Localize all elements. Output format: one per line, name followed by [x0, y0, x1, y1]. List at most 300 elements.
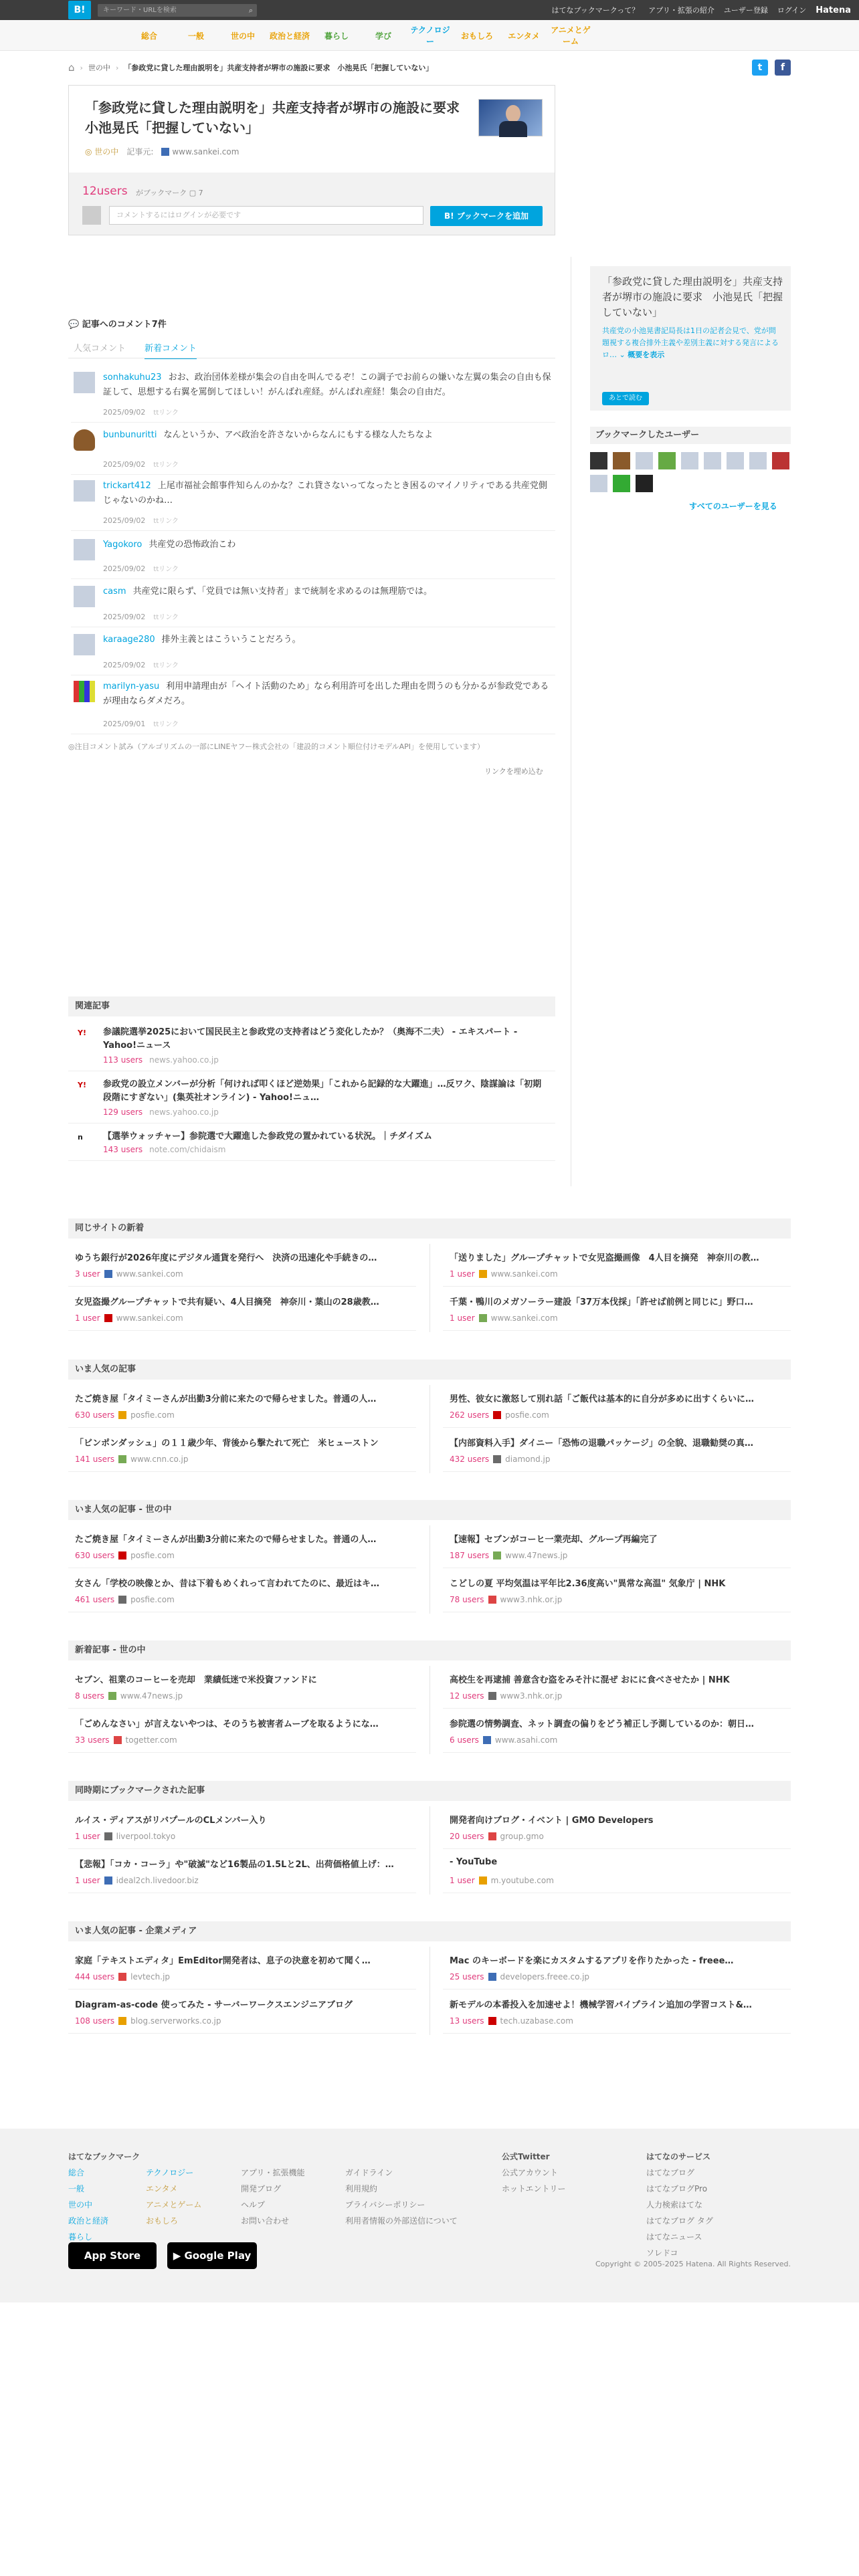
comment-user[interactable]: marilyn-yasu — [103, 681, 160, 691]
category-8[interactable]: エンタメ — [508, 31, 540, 41]
copyright: Copyright © 2005-2025 Hatena. All Rights Reserved. — [595, 2260, 791, 2268]
comment-body — [103, 428, 551, 443]
entry-title[interactable]: Mac のキーボードを楽にカスタムするアプリを作りたかった - freee… — [450, 1956, 734, 1966]
users-count[interactable]: 630 users — [75, 1410, 115, 1420]
footer-link[interactable]: はてなブログPro — [646, 2184, 708, 2193]
entry-meta — [450, 1455, 550, 1464]
footer-heading: はてなブックマーク — [68, 2152, 140, 2161]
users-count[interactable]: 432 users — [450, 1455, 490, 1464]
entry-title[interactable]: セブン、祖業のコーヒーを売却 業績低迷で米投資ファンドに — [75, 1675, 317, 1685]
related-title[interactable]: 【選挙ウォッチャー】参院選で大躍進した参政党の置かれている状況。｜チダイズム — [103, 1132, 433, 1142]
site-name[interactable]: ideal2ch.livedoor.biz — [116, 1876, 199, 1885]
site-name[interactable]: levtech.jp — [130, 1972, 171, 1981]
comment-link[interactable]: ttリンク — [153, 518, 179, 525]
site-name[interactable]: group.gmo — [500, 1832, 544, 1841]
users-count[interactable]: 1 user — [75, 1876, 100, 1885]
register-link[interactable]: ユーザー登録 — [723, 6, 768, 15]
entry-meta — [75, 1972, 170, 1981]
comments-heading: 💬 記事へのコメント7件 — [68, 320, 167, 330]
login-link[interactable]: ログイン — [777, 6, 807, 15]
category-5[interactable]: 学び — [375, 31, 391, 41]
related-item[interactable] — [68, 1019, 555, 1071]
site-name[interactable]: www.sankei.com — [116, 1313, 183, 1323]
footer-link[interactable]: 人力検索はてな — [646, 2200, 703, 2210]
bookmark-panel — [69, 173, 555, 235]
entry-meta — [75, 1691, 183, 1701]
list-item[interactable] — [443, 1244, 791, 1287]
list-item[interactable] — [443, 1991, 791, 2034]
add-bookmark-button[interactable]: B! ブックマークを追加 — [430, 206, 543, 226]
tab-popular[interactable]: 人気コメント — [74, 344, 126, 354]
footer-services-col — [646, 2149, 713, 2261]
comment-body — [103, 479, 551, 508]
site-favicon-icon — [488, 1596, 496, 1604]
footer-link[interactable]: 利用者情報の外部送信について — [345, 2216, 458, 2226]
google-play-badge[interactable]: ▶ Google Play — [167, 2242, 257, 2269]
list-item[interactable] — [68, 1850, 416, 1893]
entry-title[interactable]: 「送りました」グループチャットで女児盗撮画像 4人目を摘発 神奈川の教… — [450, 1253, 759, 1263]
site-name[interactable]: developers.freee.co.jp — [500, 1972, 590, 1981]
footer-link[interactable]: はてなブログ タグ — [646, 2216, 713, 2226]
category-nav — [0, 20, 859, 51]
comment-text: なんというか、アベ政治を許さないからなんにもする様な人たちなよ — [163, 430, 433, 440]
about-link[interactable]: はてなブックマークって？ — [551, 6, 640, 15]
entry-box — [68, 85, 555, 235]
comment-user[interactable]: Yagokoro — [103, 540, 142, 550]
site-favicon-icon — [118, 1411, 126, 1419]
site-name[interactable]: news.yahoo.co.jp — [149, 1107, 219, 1117]
app-store-badge[interactable]: App Store — [68, 2242, 157, 2269]
comment-date[interactable]: 2025/09/02 — [103, 661, 146, 669]
list-item[interactable] — [68, 1666, 416, 1709]
footer-link[interactable]: ガイドライン — [345, 2168, 393, 2177]
avatar[interactable] — [74, 539, 95, 560]
users-count[interactable]: 187 users — [450, 1551, 490, 1560]
site-name[interactable]: news.yahoo.co.jp — [149, 1055, 219, 1065]
users-count[interactable]: 3 user — [75, 1269, 100, 1279]
avatar[interactable] — [749, 452, 767, 469]
entry-meta — [75, 1410, 175, 1420]
site-icon: Y! — [78, 1029, 86, 1037]
hatena-link[interactable]: Hatena — [816, 5, 851, 15]
entry-source[interactable]: www.sankei.com — [161, 147, 239, 156]
footer-policy-col — [345, 2165, 458, 2229]
list-item[interactable] — [443, 1525, 791, 1568]
site-favicon-icon — [493, 1455, 501, 1463]
users-count[interactable]: 444 users — [75, 1972, 115, 1981]
entry-title[interactable]: 【速報】セブンがコーヒ一業売却、グループ再編完了 — [450, 1535, 658, 1545]
users-count[interactable]: 12 users — [450, 1691, 484, 1701]
list-item[interactable] — [68, 1288, 416, 1331]
site-name[interactable]: posfie.com — [130, 1551, 175, 1560]
avatar[interactable] — [613, 475, 630, 492]
entry-title[interactable]: 家庭「テキストエディタ」EmEditor開発者は、息子の決意を初めて聞く… — [75, 1956, 371, 1966]
entry-meta — [75, 2016, 221, 2026]
list-item[interactable] — [443, 1806, 791, 1849]
site-favicon-icon — [479, 1876, 487, 1885]
related-item[interactable] — [68, 1123, 555, 1161]
entry-title[interactable]: 女児盗撮グループチャットで共有疑い、4人目摘発 神奈川・葉山の28歳教… — [75, 1297, 379, 1307]
users-count[interactable]: 262 users — [450, 1410, 490, 1420]
entry-title[interactable]: 【悲報】「コカ・コーラ」や"破滅"など16製品の1.5Lと2L、出荷価格値上げ：… — [75, 1860, 394, 1870]
site-favicon-icon — [118, 1455, 126, 1463]
footer-link[interactable]: テクノロジー — [146, 2168, 194, 2177]
footer-link[interactable]: ソレドコ — [646, 2248, 678, 2258]
site-favicon-icon — [118, 1596, 126, 1604]
entry-meta — [75, 1551, 175, 1560]
footer-link[interactable]: エンタメ — [146, 2184, 178, 2193]
facebook-share-icon[interactable]: f — [775, 60, 791, 76]
entry-meta — [75, 1595, 175, 1604]
category-4[interactable]: 暮らし — [324, 31, 349, 41]
site-name[interactable]: www.sankei.com — [490, 1313, 558, 1323]
comment-link[interactable]: ttリンク — [153, 614, 179, 621]
category-2[interactable]: 世の中 — [230, 31, 255, 41]
comment-body — [103, 633, 551, 647]
comment-link[interactable]: ttリンク — [153, 721, 179, 728]
list-item[interactable] — [68, 1947, 416, 1990]
avatar[interactable] — [704, 452, 721, 469]
top-bar — [0, 0, 859, 20]
users-count[interactable]: 13 users — [450, 2016, 484, 2026]
site-name[interactable]: www.47news.jp — [505, 1551, 568, 1560]
search-input[interactable] — [98, 4, 257, 17]
show-summary-link[interactable]: ⌄ 概要を表示 — [619, 350, 665, 359]
embed-link[interactable]: リンクを埋め込む — [484, 767, 543, 776]
list-item[interactable] — [443, 1850, 791, 1893]
comment-date[interactable]: 2025/09/02 — [103, 460, 146, 469]
entry-title[interactable]: たご焼き屋「タイミーさんが出勤3分前に来たので帰らせました。普通の人… — [75, 1535, 377, 1545]
breadcrumb — [68, 59, 791, 76]
comment-meta — [103, 563, 179, 573]
users-count[interactable]: 108 users — [75, 2016, 115, 2026]
site-name[interactable]: m.youtube.com — [490, 1876, 554, 1885]
comment-body — [103, 538, 551, 552]
list-item[interactable] — [443, 1570, 791, 1612]
list-item — [71, 366, 555, 423]
category-0[interactable]: 総合 — [140, 31, 157, 41]
users-count[interactable]: 141 users — [75, 1455, 115, 1464]
list-item[interactable] — [68, 1525, 416, 1568]
comment-text: おお、政治団体差様が集会の自由を叫んでるぞ！この調子でお前らの嫌いな左翼の集会の自由も保証して、思想する右翼を罵倒してほしい！がんばれ産経。がんばれ産経！集会の自由だ。 — [103, 372, 551, 397]
site-icon: Y! — [78, 1081, 86, 1089]
entry-thumbnail[interactable] — [478, 99, 543, 136]
entry-source-label: 記事元: — [126, 147, 154, 156]
comment-meta — [103, 515, 179, 525]
site-name[interactable]: www3.nhk.or.jp — [500, 1691, 563, 1701]
entry-title[interactable]: 参院選の情勢調査、ネット調査の偏りをどう補正し予測しているのか：朝日… — [450, 1719, 755, 1729]
footer-link[interactable]: はてなブログ — [646, 2168, 695, 2177]
entry-meta — [75, 1735, 177, 1745]
related-title[interactable]: 参議院選挙2025において国民民主と参政党の支持者はどう変化したか？（奥海不二夫） - エキスパート - Yahoo!ニュース — [103, 1027, 518, 1051]
entry-meta — [450, 1551, 567, 1560]
users-count[interactable]: 33 users — [75, 1735, 110, 1745]
entry-meta — [450, 1832, 544, 1841]
users-count[interactable]: 1 user — [450, 1876, 475, 1885]
list-item — [71, 580, 555, 627]
entry-title[interactable]: 「ごめんなさい」が言えないやつは、そのうち被害者ムーブを取るようにな… — [75, 1719, 379, 1729]
footer-link[interactable]: 世の中 — [68, 2200, 93, 2210]
footer-link[interactable]: プライバシーポリシー — [345, 2200, 425, 2210]
avatar[interactable] — [613, 452, 630, 469]
comment-date[interactable]: 2025/09/01 — [103, 720, 146, 728]
top-links — [551, 0, 851, 20]
avatar[interactable] — [74, 586, 95, 607]
users-count[interactable]: 12users — [82, 185, 128, 198]
footer-link[interactable]: ホットエントリー — [502, 2184, 566, 2193]
users-count[interactable]: 78 users — [450, 1595, 484, 1604]
footer-link[interactable]: 総合 — [68, 2168, 85, 2177]
list-item — [71, 675, 555, 734]
entry-meta — [75, 1455, 188, 1464]
category-3[interactable]: 政治と経済 — [269, 31, 310, 41]
users-count[interactable]: 6 users — [450, 1735, 479, 1745]
comment-user[interactable]: karaage280 — [103, 635, 155, 645]
footer-link[interactable]: アプリ・拡張機能 — [241, 2168, 305, 2177]
home-icon[interactable]: ⌂ — [68, 62, 75, 74]
avatar[interactable] — [636, 452, 653, 469]
entry-title[interactable]: 「参政党に貸した理由説明を」共産支持者が堺市の施設に要求 小池晃氏「把握していない」 — [85, 100, 473, 136]
comment-date[interactable]: 2025/09/02 — [103, 516, 146, 525]
comment-link[interactable]: ttリンク — [153, 566, 179, 573]
comment-meta — [103, 459, 179, 469]
footer-link[interactable]: 開発ブログ — [241, 2184, 282, 2193]
avatar[interactable] — [636, 475, 653, 492]
chevron-right-icon: › — [115, 63, 119, 72]
users-count[interactable]: 113 users — [103, 1055, 143, 1065]
entry-title[interactable]: 男性、彼女に激怒して別れ話「ご飯代は基本的に自分が多めに出すくらいに… — [450, 1394, 755, 1404]
comment-text: 上尾市福祉会館事件知らんのかな？これ貸さないってなったとき困るのマイノリティである共産党側じゃないのかね… — [103, 481, 547, 506]
comment-date[interactable]: 2025/09/02 — [103, 564, 146, 573]
comment-link[interactable]: ttリンク — [153, 409, 179, 417]
site-name[interactable]: www.47news.jp — [120, 1691, 183, 1701]
footer-link[interactable]: ヘルプ — [241, 2200, 266, 2210]
site-name[interactable]: togetter.com — [125, 1735, 177, 1745]
avatar[interactable] — [727, 452, 744, 469]
entry-meta — [75, 1313, 183, 1323]
footer-link[interactable]: 政治と経済 — [68, 2216, 109, 2226]
avatar[interactable] — [74, 372, 95, 393]
footer-heading: 公式Twitter — [502, 2152, 550, 2161]
search-icon[interactable]: ⌕ — [248, 6, 253, 15]
site-name[interactable]: www3.nhk.or.jp — [500, 1595, 563, 1604]
side-entry-title[interactable]: 「参政党に貸した理由説明を」共産支持者が堺市の施設に要求 小池晃氏「把握していない」 — [602, 276, 783, 318]
breadcrumb-category[interactable]: 世の中 — [88, 64, 110, 72]
avatar[interactable] — [772, 452, 789, 469]
entry-meta — [75, 1269, 183, 1279]
comment-user[interactable]: bunbunuritti — [103, 430, 157, 440]
comment-text: 利用申請理由が「ヘイト活動のため」なら利用許可を出した理由を問うのも分かるが参政党であるが理由ならダメだろ。 — [103, 681, 549, 706]
list-item[interactable] — [68, 1385, 416, 1428]
site-name[interactable]: diamond.jp — [505, 1455, 551, 1464]
list-item[interactable] — [443, 1666, 791, 1709]
site-name[interactable]: posfie.com — [130, 1595, 175, 1604]
avatar[interactable] — [658, 452, 676, 469]
read-later-button[interactable]: あとで読む — [602, 392, 649, 405]
comment-user[interactable]: sonhakuhu23 — [103, 372, 162, 383]
site-favicon-icon — [493, 1551, 501, 1560]
users-count[interactable]: 8 users — [75, 1691, 104, 1701]
users-count[interactable]: 630 users — [75, 1551, 115, 1560]
entry-title[interactable]: ゆうち銀行が2026年度にデジタル通貨を発行へ 決済の迅速化や手続きの… — [75, 1253, 377, 1263]
entry-title[interactable]: 千葉・鴨川のメガソーラー建設「37万本伐採」「許せば前例と同じに」野口… — [450, 1297, 753, 1307]
comment-text: 排外主義とはこういうことだろう。 — [161, 635, 301, 645]
comment-input[interactable]: コメントするにはログインが必要です — [109, 206, 423, 225]
comment-text: 共産党に限らず、「党員では無い支持者」まで統制を求めるのは無理筋では。 — [132, 586, 433, 597]
entry-title[interactable]: 開発者向けブログ・イベント | GMO Developers — [450, 1816, 654, 1826]
entry-title[interactable]: こどしの夏 平均気温は平年比2.36度高い"異常な高温" 気象庁 | NHK — [450, 1579, 726, 1589]
footer-link[interactable]: 暮らし — [68, 2232, 93, 2242]
users-count[interactable]: 143 users — [103, 1145, 143, 1154]
footer-link[interactable]: アニメとゲーム — [146, 2200, 202, 2210]
users-count[interactable]: 20 users — [450, 1832, 484, 1841]
site-favicon-icon — [108, 1692, 116, 1700]
site-favicon-icon — [488, 2017, 496, 2025]
comment-date[interactable]: 2025/09/02 — [103, 613, 146, 621]
list-item[interactable] — [68, 1806, 416, 1849]
footer-link[interactable]: 利用規約 — [345, 2184, 378, 2193]
entry-meta — [85, 146, 239, 157]
section-heading: いま人気の記事 - 世の中 — [68, 1500, 791, 1520]
site-name[interactable]: www.sankei.com — [490, 1269, 558, 1279]
entry-title[interactable]: 女さん「学校の映像とか、昔は下着もめくれって言われてたのに、最近はキ… — [75, 1579, 380, 1589]
entry-meta — [75, 1832, 175, 1841]
bookmark-count: がブックマーク ▢ 7 — [136, 189, 203, 197]
list-item[interactable] — [443, 1710, 791, 1753]
site-name[interactable]: posfie.com — [130, 1410, 175, 1420]
comment-date[interactable]: 2025/09/02 — [103, 408, 146, 417]
site-favicon-icon — [104, 1314, 112, 1322]
category-7[interactable]: おもしろ — [460, 31, 493, 41]
list-item — [71, 475, 555, 531]
list-item[interactable] — [68, 1570, 416, 1612]
comment-user[interactable]: trickart412 — [103, 481, 151, 491]
bookmark-users-heading: ブックマークしたユーザー — [590, 427, 791, 444]
avatar[interactable] — [74, 480, 95, 502]
entry-title[interactable]: - YouTube — [450, 1857, 498, 1867]
avatar[interactable] — [590, 452, 607, 469]
list-item[interactable] — [443, 1947, 791, 1990]
footer-link[interactable]: お問い合わせ — [241, 2216, 290, 2226]
site-favicon-icon — [114, 1736, 122, 1744]
comment-user[interactable]: casm — [103, 586, 126, 597]
site-favicon-icon — [488, 1973, 496, 1981]
entry-title[interactable]: 高校生を再逮捕 善意含む盗をみそ汁に混ぜ おにに食べさせたか | NHK — [450, 1675, 730, 1685]
list-item[interactable] — [68, 1244, 416, 1287]
list-item[interactable] — [68, 1710, 416, 1753]
site-favicon-icon — [488, 1692, 496, 1700]
users-count[interactable]: 1 user — [450, 1269, 475, 1279]
avatar[interactable] — [590, 475, 607, 492]
entry-title[interactable]: 「ビンポンダッシュ」の１１歳少年、背後から撃たれて死亡 米ヒューストン — [75, 1438, 379, 1448]
entry-meta — [450, 1313, 558, 1323]
users-count[interactable]: 1 user — [75, 1832, 100, 1841]
site-name[interactable]: www.asahi.com — [494, 1735, 558, 1745]
list-item[interactable] — [68, 1429, 416, 1472]
users-count[interactable]: 461 users — [75, 1595, 115, 1604]
list-item[interactable] — [443, 1429, 791, 1472]
footer-link[interactable]: おもしろ — [146, 2216, 179, 2226]
footer-link[interactable]: はてなニュース — [646, 2232, 702, 2242]
entry-category[interactable]: ◎ 世の中 — [85, 147, 119, 156]
avatar[interactable] — [74, 634, 95, 655]
all-users-link[interactable]: すべてのユーザーを見る — [689, 502, 777, 511]
site-name[interactable]: blog.serverworks.co.jp — [130, 2016, 221, 2026]
hatebu-logo[interactable]: B! — [68, 1, 91, 19]
list-item — [71, 534, 555, 579]
entry-meta — [450, 1595, 562, 1604]
entry-title[interactable]: 新モデルの本番投入を加速せよ！機械学習パイプライン追加の学習コスト&… — [450, 2000, 752, 2010]
category-6[interactable]: テクノロジー — [410, 25, 450, 46]
footer-link[interactable]: 公式アカウント — [502, 2168, 558, 2177]
users-count[interactable]: 25 users — [450, 1972, 484, 1981]
category-9[interactable]: アニメとゲーム — [551, 25, 591, 46]
comment-credit: ◎注目コメント試み（アルゴリズムの一部にLINEヤフー株式会社の「建設的コメント順位付けモデルAPI」を使用しています） — [68, 742, 485, 751]
related-heading: 関連記事 — [68, 996, 555, 1016]
list-item[interactable] — [68, 1991, 416, 2034]
users-count[interactable]: 1 user — [75, 1313, 100, 1323]
site-favicon-icon — [479, 1270, 487, 1278]
entry-title[interactable]: Diagram-as-code 使ってみた - サーバーワークスエンジニアブログ — [75, 2000, 353, 2010]
entry-title[interactable]: 【内部資料入手】ダイニー「恐怖の退職パッケージ」の全貌、退職勧奨の真… — [450, 1438, 753, 1448]
twitter-share-icon[interactable]: t — [752, 60, 768, 76]
entry-title[interactable]: たご焼き屋「タイミーさんが出勤3分前に来たので帰らせました。普通の人… — [75, 1394, 377, 1404]
comment-link[interactable]: ttリンク — [153, 662, 179, 669]
site-name[interactable]: www.cnn.co.jp — [130, 1455, 189, 1464]
site-favicon-icon — [493, 1411, 501, 1419]
entry-title[interactable]: ルイス・ディアスがリバプールのCLメンバー入り — [75, 1816, 267, 1826]
footer-twitter-col — [502, 2149, 566, 2197]
avatar[interactable] — [74, 429, 95, 451]
comment-tabs — [74, 341, 197, 359]
comment-meta — [103, 659, 179, 669]
site-name[interactable]: liverpool.tokyo — [116, 1832, 176, 1841]
footer-link[interactable]: 一般 — [68, 2184, 85, 2193]
section-heading: 同じサイトの新着 — [68, 1218, 791, 1239]
users-count[interactable]: 1 user — [450, 1313, 475, 1323]
related-meta — [103, 1107, 219, 1117]
site-name[interactable]: note.com/chidaism — [149, 1145, 226, 1154]
play-icon: ▶ — [173, 2250, 185, 2262]
site-name[interactable]: tech.uzabase.com — [500, 2016, 573, 2026]
avatar[interactable] — [681, 452, 698, 469]
footer — [0, 2129, 859, 2302]
comment-link[interactable]: ttリンク — [153, 461, 179, 469]
comment-body — [103, 679, 551, 709]
avatar[interactable] — [74, 681, 95, 702]
bookmark-icon: B! — [444, 211, 454, 221]
site-name[interactable]: posfie.com — [505, 1410, 549, 1420]
footer-category-col — [146, 2165, 201, 2229]
entry-meta — [450, 1735, 557, 1745]
category-1[interactable]: 一般 — [187, 31, 204, 41]
breadcrumb-title: 「参政党に貸した理由説明を」共産支持者が堺市の施設に要求 小池晃氏「把握していない」 — [124, 64, 434, 72]
site-favicon-icon — [488, 1832, 496, 1840]
side-entry-card — [590, 266, 791, 411]
side-entry-desc: 共産党の小池晃書記局長は1日の記者会見で、党が問題視する複合排外主義や差別主義に対する発言によるロ… ⌄ 概要を表示 — [602, 326, 779, 359]
entry-meta — [450, 1269, 558, 1279]
list-item[interactable] — [443, 1288, 791, 1331]
related-title[interactable]: 参政党の設立メンバーが分析「何ければ叩くほど逆効果」「これから記録的な大躍進」…反ワク、陰謀論は「初期段階にすぎない」(集英社オンライン) - Yahoo!ニュ… — [103, 1079, 542, 1103]
related-item[interactable] — [68, 1071, 555, 1123]
chevron-right-icon: › — [80, 63, 83, 72]
tab-new[interactable]: 新着コメント — [145, 341, 197, 359]
list-item[interactable] — [443, 1385, 791, 1428]
users-count[interactable]: 129 users — [103, 1107, 143, 1117]
comment-text: 共産党の恐怖政治こわ — [149, 540, 236, 550]
site-name[interactable]: www.sankei.com — [116, 1269, 183, 1279]
apps-link[interactable]: アプリ・拡張の紹介 — [648, 6, 714, 15]
